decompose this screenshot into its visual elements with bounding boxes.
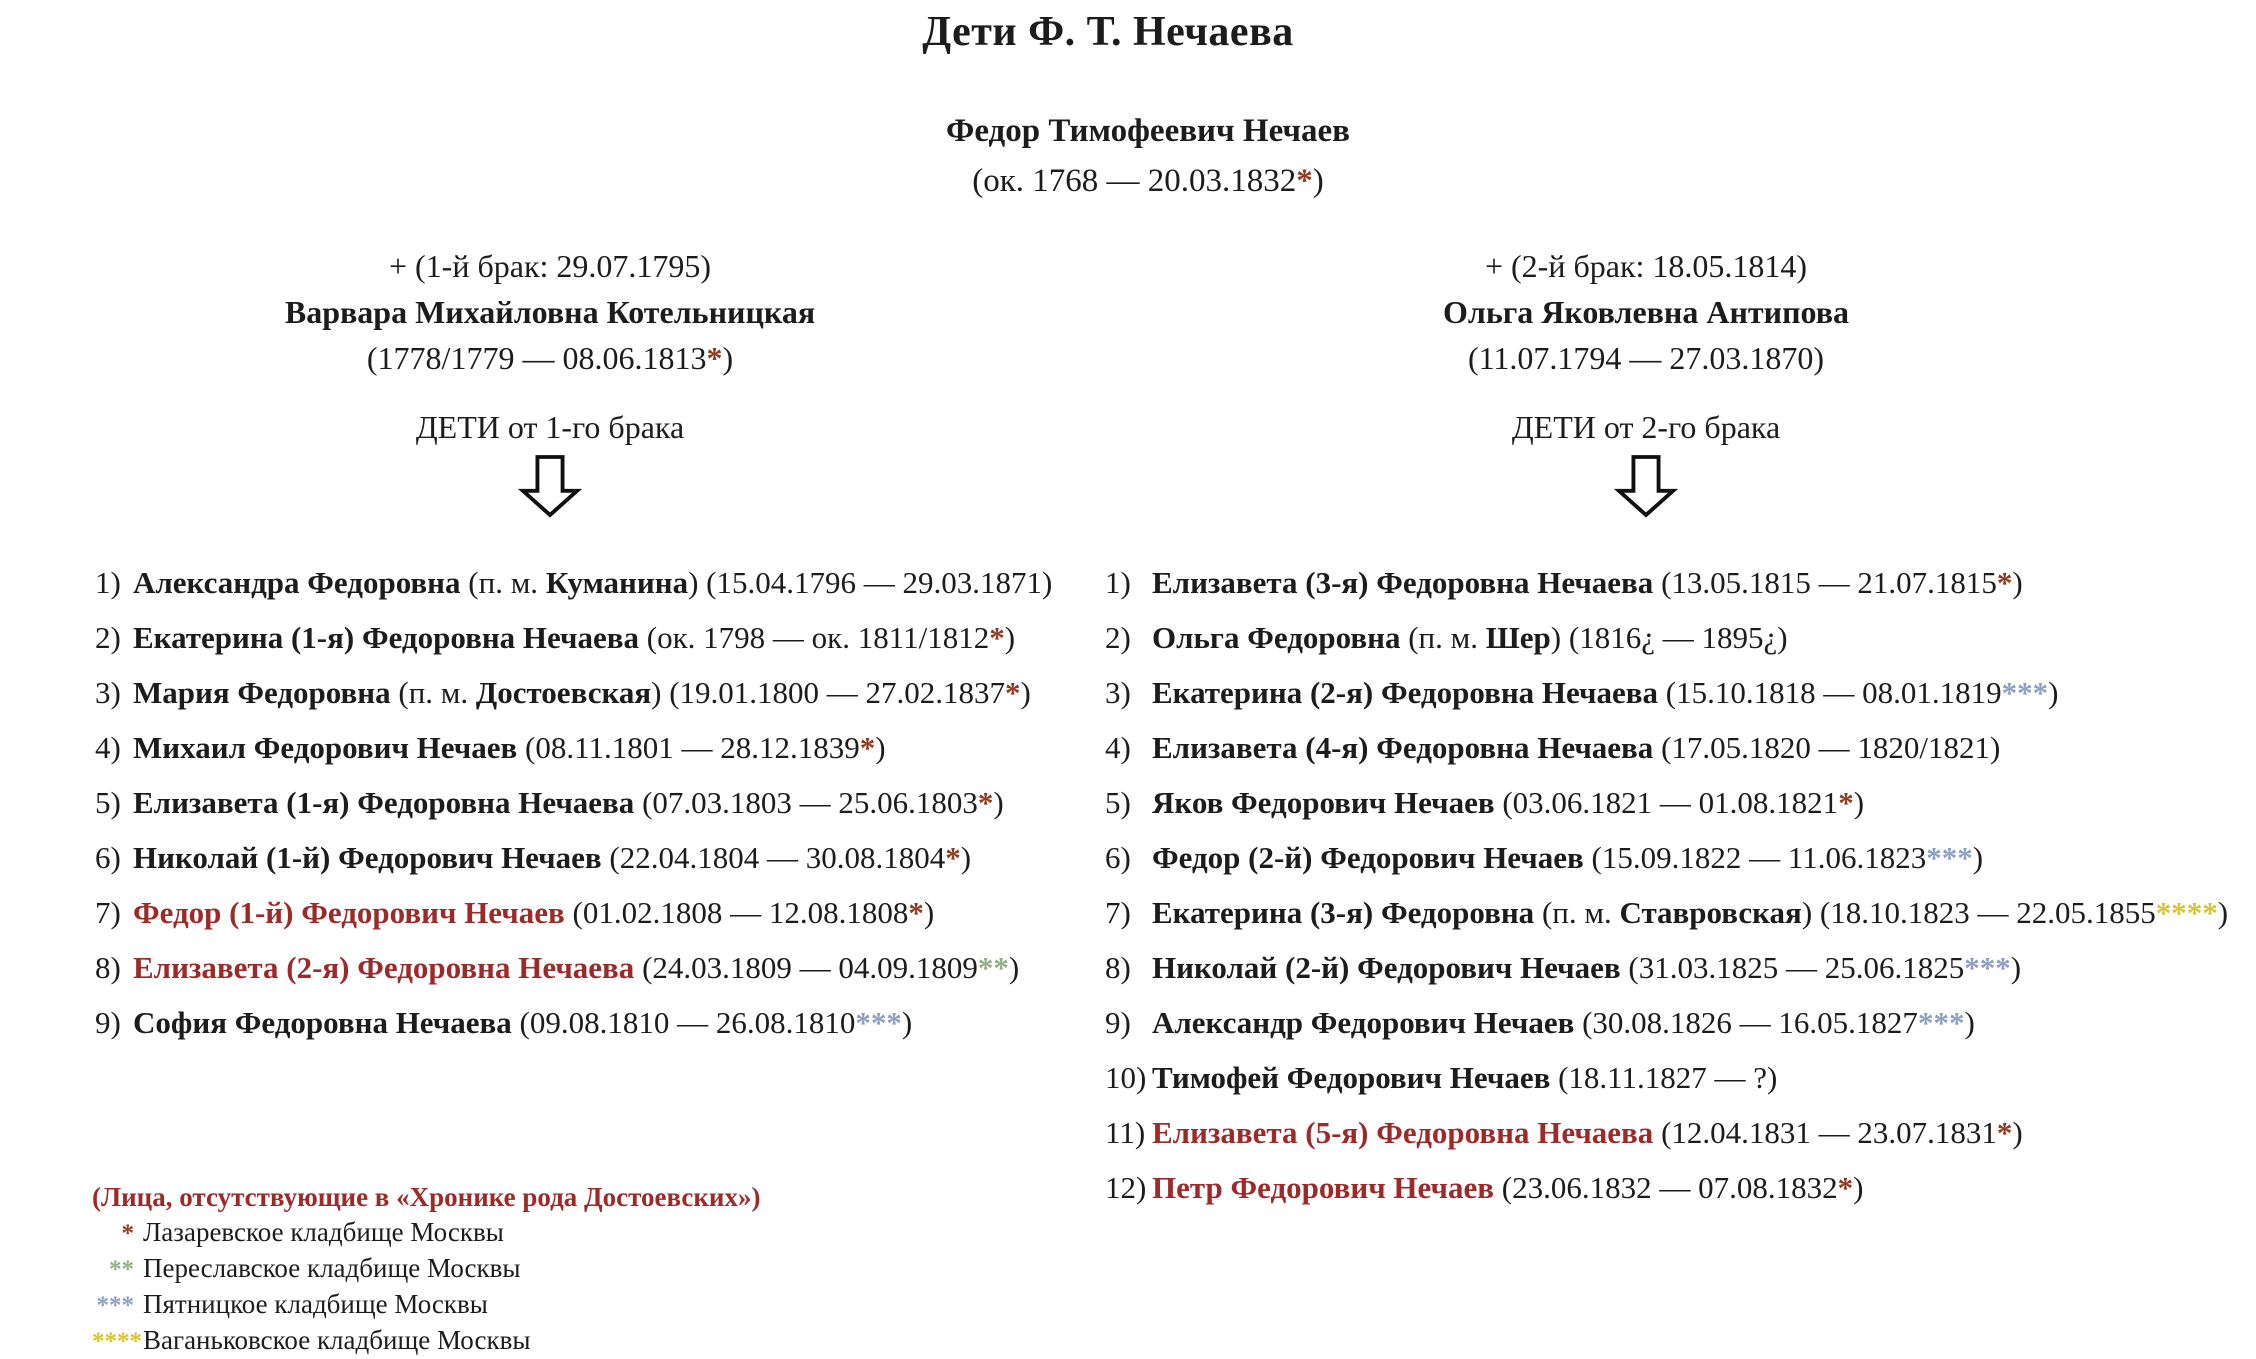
child-text — [133, 895, 934, 931]
text-segment: ) — [1312, 163, 1324, 199]
text-segment: (ок. 1798 — ок. 1811/1812 — [639, 619, 990, 655]
arrow-container — [1090, 453, 2202, 523]
text-segment: (09.08.1810 — 26.08.1810 — [511, 1004, 856, 1040]
child-number: 10) — [1105, 1059, 1147, 1095]
child-number: 8) — [95, 949, 121, 985]
text-segment: *** — [1917, 1004, 1965, 1040]
child-entry — [95, 775, 1040, 830]
text-segment: * — [706, 340, 723, 376]
text-segment: Достоевская — [475, 674, 652, 710]
footnote-text: Пятницкое кладбище Москвы — [143, 1289, 488, 1319]
text-segment: ) — [2012, 1114, 2023, 1150]
text-segment: (п. м. — [1400, 619, 1486, 655]
footnote-stars: **** — [92, 1328, 142, 1355]
text-segment: **** — [2155, 894, 2218, 930]
text-segment: ) — [993, 784, 1004, 820]
child-number: 3) — [95, 674, 121, 710]
text-segment: * — [977, 784, 994, 820]
child-entry — [1105, 940, 2202, 995]
children-label: ДЕТИ от 1-го брака — [415, 409, 685, 445]
text-segment: Александр Федорович Нечаев — [1152, 1004, 1575, 1040]
child-number: 1) — [1105, 564, 1131, 600]
footnote-stars: ** — [109, 1256, 134, 1283]
text-segment: ) — [722, 340, 734, 376]
child-entry — [95, 610, 1040, 665]
father-dates — [40, 156, 2256, 206]
text-segment: (23.06.1832 — 07.08.1832 — [1494, 1169, 1838, 1205]
down-arrow-icon — [1617, 453, 1675, 519]
text-segment: Елизавета (1-я) Федоровна Нечаева — [133, 784, 635, 820]
legend-entry — [92, 1251, 760, 1287]
text-segment: (07.03.1803 — 25.06.1803 — [634, 784, 978, 820]
child-text — [1152, 785, 1864, 821]
child-number: 7) — [95, 894, 121, 930]
text-segment: ) — [1972, 839, 1984, 875]
legend-entry — [92, 1323, 760, 1359]
text-segment: *** — [1964, 949, 2011, 985]
text-segment: Екатерина (3-я) Федоровна — [1152, 894, 1535, 930]
child-text — [133, 675, 1031, 711]
text-segment: ) — [2217, 894, 2229, 930]
text-segment: ) — [1853, 784, 1865, 820]
spouse-name: Ольга Яковлевна Антипова — [1443, 294, 1849, 330]
child-entry — [95, 665, 1040, 720]
child-number: 12) — [1105, 1169, 1147, 1205]
legend-header: (Лица, отсутствующие в «Хронике рода Достоевских») — [92, 1182, 761, 1212]
child-text — [1152, 840, 1983, 876]
child-number: 6) — [95, 839, 121, 875]
text-segment: (15.10.1818 — 08.01.1819 — [1658, 674, 2002, 710]
child-text — [133, 840, 971, 876]
text-segment: Мария Федоровна — [133, 674, 391, 710]
child-entry — [95, 940, 1040, 995]
text-segment: ) — [1004, 619, 1016, 655]
text-segment: (ок. 1768 — 20.03.1832 — [972, 163, 1297, 199]
text-segment: Екатерина (2-я) Федоровна Нечаева — [1152, 674, 1659, 710]
down-arrow-icon — [521, 453, 579, 519]
child-entry — [1105, 775, 2202, 830]
footnote-text: Лазаревское кладбище Москвы — [143, 1217, 504, 1247]
child-number: 1) — [95, 564, 121, 600]
child-text — [133, 785, 1004, 821]
child-text — [133, 565, 1052, 601]
text-segment: *** — [855, 1004, 902, 1040]
child-text — [1152, 950, 2021, 986]
child-entry — [1105, 830, 2202, 885]
text-segment: ) (19.01.1800 — 27.02.1837 — [651, 674, 1006, 710]
text-segment: (15.09.1822 — 11.06.1823 — [1583, 839, 1927, 875]
child-number: 11) — [1105, 1114, 1146, 1150]
child-number: 2) — [95, 619, 121, 655]
text-segment: (1778/1779 — 08.06.1813 — [366, 340, 707, 376]
children-list-first-marriage — [60, 555, 1053, 1050]
child-entry — [1105, 610, 2202, 665]
text-segment: * — [989, 619, 1005, 655]
child-number: 4) — [1105, 729, 1131, 765]
text-segment: (11.07.1794 — 27.03.1870) — [1467, 340, 1825, 376]
text-segment: ) (1816¿ — 1895¿) — [1550, 619, 1788, 655]
child-entry — [95, 830, 1040, 885]
text-segment: * — [1005, 674, 1021, 710]
text-segment: Николай (2-й) Федорович Нечаев — [1152, 949, 1621, 985]
child-number: 5) — [1105, 784, 1131, 820]
text-segment: (08.11.1801 — 28.12.1839 — [517, 729, 860, 765]
child-number: 9) — [1105, 1004, 1131, 1040]
text-segment: (п. м. — [1534, 894, 1620, 930]
text-segment: Елизавета (3-я) Федоровна Нечаева — [1152, 564, 1654, 600]
child-number: 7) — [1105, 894, 1131, 930]
child-text — [1152, 620, 1788, 656]
text-segment: ) — [1853, 1169, 1864, 1205]
child-text — [1152, 1060, 1777, 1096]
text-segment: (31.03.1825 — 25.06.1825 — [1620, 949, 1965, 985]
child-text — [1152, 1005, 1975, 1041]
text-segment: (п. м. — [390, 674, 476, 710]
father-block — [40, 106, 2256, 206]
text-segment: ) (18.10.1823 — 22.05.1855 — [1801, 894, 2156, 930]
child-number: 9) — [95, 1004, 121, 1040]
child-entry — [1105, 995, 2202, 1050]
text-segment: Федор (2-й) Федорович Нечаев — [1152, 839, 1584, 875]
marriage-line: + (1-й брак: 29.07.1795) — [388, 248, 712, 284]
child-number: 3) — [1105, 674, 1131, 710]
text-segment: Елизавета (4-я) Федоровна Нечаева — [1152, 729, 1654, 765]
child-number: 2) — [1105, 619, 1131, 655]
child-entry — [95, 995, 1040, 1050]
text-segment: *** — [1926, 839, 1973, 875]
text-segment: Екатерина (1-я) Федоровна Нечаева — [133, 619, 640, 655]
legend — [92, 1180, 760, 1359]
text-segment: ) — [960, 839, 972, 875]
text-segment: ) — [901, 1004, 913, 1040]
text-segment: * — [1837, 1169, 1854, 1205]
text-segment: Елизавета (2-я) Федоровна Нечаева — [133, 949, 635, 985]
text-segment: Шер — [1485, 619, 1551, 655]
text-segment: ** — [977, 949, 1009, 985]
text-segment: ) (15.04.1796 — 29.03.1871) — [688, 564, 1053, 600]
child-entry — [1105, 1105, 2202, 1160]
text-segment: (24.03.1809 — 04.09.1809 — [634, 949, 978, 985]
second-marriage-column — [1090, 243, 2229, 1215]
page-title: Дети Ф. Т. Нечаева — [922, 9, 1294, 55]
child-entry — [1105, 1050, 2202, 1105]
footnote-stars: *** — [96, 1292, 134, 1319]
arrow-container — [60, 453, 1040, 523]
children-label: ДЕТИ от 2-го брака — [1511, 409, 1781, 445]
child-entry — [95, 720, 1040, 775]
text-segment: ) — [2048, 674, 2059, 710]
legend-entry — [92, 1287, 760, 1323]
text-segment: (18.11.1827 — ?) — [1550, 1059, 1778, 1095]
child-entry — [1105, 720, 2202, 775]
child-text — [1152, 730, 2000, 766]
text-segment: София Федоровна Нечаева — [133, 1004, 512, 1040]
legend-entries — [92, 1215, 760, 1359]
text-segment: * — [1838, 784, 1854, 820]
text-segment: * — [1996, 564, 2013, 600]
child-entry — [1105, 555, 2202, 610]
text-segment: ) — [923, 894, 935, 930]
text-segment: (03.06.1821 — 01.08.1821 — [1494, 784, 1839, 820]
legend-entry — [92, 1215, 760, 1251]
child-number: 5) — [95, 784, 121, 820]
footnote-text: Переславское кладбище Москвы — [143, 1253, 521, 1283]
child-text — [133, 620, 1015, 656]
spouse-dates — [60, 335, 1040, 381]
text-segment: (01.02.1808 — 12.08.1808 — [564, 894, 909, 930]
text-segment: Яков Федорович Нечаев — [1152, 784, 1495, 820]
text-segment: Тимофей Федорович Нечаев — [1152, 1059, 1551, 1095]
text-segment: Куманина — [545, 564, 689, 600]
spouse-name: Варвара Михайловна Котельницкая — [284, 294, 816, 330]
text-segment: Александра Федоровна — [133, 564, 461, 600]
text-segment: Петр Федорович Нечаев — [1152, 1169, 1495, 1205]
first-marriage-column — [60, 243, 1053, 1050]
text-segment: ) — [875, 729, 886, 765]
text-segment: ) — [1964, 1004, 1975, 1040]
text-segment: * — [908, 894, 924, 930]
text-segment: (13.05.1815 — 21.07.1815 — [1653, 564, 1997, 600]
text-segment: * — [859, 729, 876, 765]
footnote-stars: * — [121, 1220, 134, 1247]
text-segment: ) — [2010, 949, 2022, 985]
marriage-line: + (2-й брак: 18.05.1814) — [1484, 248, 1808, 284]
child-text — [133, 1005, 912, 1041]
text-segment: Ставровская — [1619, 894, 1802, 930]
text-segment: (22.04.1804 — 30.08.1804 — [601, 839, 946, 875]
children-list-second-marriage — [1090, 555, 2229, 1215]
child-entry — [1105, 665, 2202, 720]
child-entry — [1105, 1160, 2202, 1215]
child-number: 4) — [95, 729, 121, 765]
text-segment: (п. м. — [460, 564, 546, 600]
child-number: 6) — [1105, 839, 1131, 875]
child-text — [1152, 1170, 1863, 1206]
text-segment: * — [1296, 163, 1313, 199]
child-text — [1152, 1115, 2023, 1151]
child-text — [133, 730, 886, 766]
father-name: Федор Тимофеевич Нечаев — [946, 113, 1350, 149]
text-segment: *** — [2001, 674, 2049, 710]
text-segment: ) — [2012, 564, 2023, 600]
text-segment: Елизавета (5-я) Федоровна Нечаева — [1152, 1114, 1654, 1150]
child-entry — [95, 885, 1040, 940]
child-entry — [1105, 885, 2229, 940]
text-segment: ) — [1020, 674, 1031, 710]
spouse-dates — [1090, 335, 2202, 381]
text-segment: Ольга Федоровна — [1152, 619, 1401, 655]
child-number: 8) — [1105, 949, 1131, 985]
text-segment: (30.08.1826 — 16.05.1827 — [1574, 1004, 1918, 1040]
text-segment: Николай (1-й) Федорович Нечаев — [133, 839, 602, 875]
child-text — [133, 950, 1019, 986]
text-segment: Федор (1-й) Федорович Нечаев — [133, 894, 565, 930]
text-segment: ) — [1008, 949, 1020, 985]
text-segment: Михаил Федорович Нечаев — [133, 729, 518, 765]
text-segment: * — [945, 839, 961, 875]
text-segment: * — [1996, 1114, 2013, 1150]
text-segment: (17.05.1820 — 1820/1821) — [1653, 729, 2001, 765]
child-text — [1152, 675, 2058, 711]
child-text — [1152, 565, 2023, 601]
text-segment: (12.04.1831 — 23.07.1831 — [1653, 1114, 1997, 1150]
footnote-text: Ваганьковское кладбище Москвы — [143, 1325, 531, 1355]
child-text — [1152, 895, 2228, 931]
child-entry — [95, 555, 1053, 610]
